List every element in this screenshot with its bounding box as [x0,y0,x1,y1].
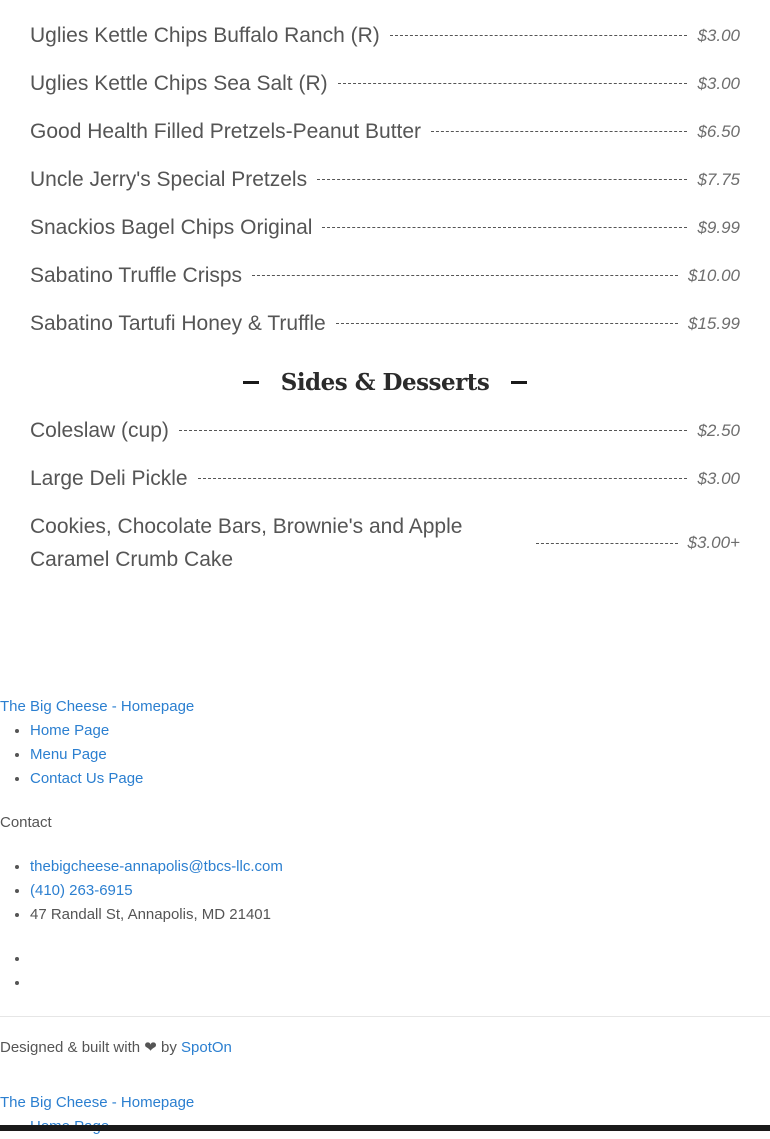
dotted-leader [317,179,687,180]
dotted-leader [252,275,678,276]
bottom-bar [0,1125,770,1131]
menu-item [30,211,740,244]
footer-repeat [0,1091,770,1139]
menu-item [30,510,740,576]
item-price: $3.00 [697,73,740,93]
footer-nav-item [30,719,770,743]
dotted-leader [390,35,688,36]
nav-link-menu[interactable]: Menu Page [30,746,107,763]
item-price: $10.00 [688,265,740,285]
menu-item [30,67,740,100]
footer-nav-item [30,767,770,791]
item-name: Sabatino Truffle Crisps [30,264,243,287]
menu-item [30,462,740,495]
item-name: Cookies, Chocolate Bars, Brownie's and Apple Caramel Crumb Cake [30,515,463,571]
item-price: $2.50 [697,420,740,440]
footer [0,695,770,995]
menu-item [30,414,740,447]
dotted-leader [322,227,687,228]
contact-heading: Contact [0,814,52,831]
item-price: $3.00 [697,468,740,488]
section-heading-sides-desserts [0,362,770,402]
item-name: Uncle Jerry's Special Pretzels [30,168,308,191]
heading-dash-right [511,381,527,384]
item-price: $6.50 [697,121,740,141]
dotted-leader [336,323,678,324]
contact-item: • 47 Randall St, Annapolis, MD 21401 [30,903,770,927]
heading-dash-left [243,381,259,384]
item-name: Large Deli Pickle [30,467,188,490]
item-name: Good Health Filled Pretzels-Peanut Butter [30,120,422,143]
contact-item [30,855,770,879]
item-price: $3.00+ [687,533,740,552]
section-title: Sides & Desserts [280,368,490,396]
footer-nav [0,719,770,791]
item-name: Sabatino Tartufi Honey & Truffle [30,312,326,335]
social-item-empty [30,947,770,971]
footer-nav-item [30,743,770,767]
menu-item [30,307,740,340]
spoton-link[interactable]: SpotOn [181,1039,232,1056]
social-list [0,947,770,995]
phone-link[interactable]: (410) 263-6915 [30,882,133,899]
dotted-leader [198,478,688,479]
menu-item [30,115,740,148]
dotted-leader [431,131,687,132]
contact-list [0,855,770,927]
dotted-leader [338,83,688,84]
footer-divider [0,1016,770,1017]
item-name: Uglies Kettle Chips Sea Salt (R) [30,72,328,95]
item-price: $3.00 [697,25,740,45]
menu-item [30,259,740,292]
menu-item [30,163,740,196]
item-name: Snackios Bagel Chips Original [30,216,313,239]
nav-link-home[interactable]: Home Page [30,722,110,739]
dotted-leader [179,430,688,431]
menu-item [30,19,740,52]
logo-link[interactable]: The Big Cheese - Homepage [0,1094,195,1111]
dotted-leader [536,543,678,544]
item-price: $7.75 [697,169,740,189]
email-link[interactable]: thebigcheese-annapolis@tbcs-llc.com [30,858,283,875]
item-name: Uglies Kettle Chips Buffalo Ranch (R) [30,24,380,47]
item-price: $15.99 [688,313,740,333]
logo-link[interactable]: The Big Cheese - Homepage [0,698,195,715]
item-price: $9.99 [697,217,740,237]
credit-text: Designed & built with ❤ by [0,1039,177,1056]
social-item-empty [30,971,770,995]
credit-line [0,1037,232,1059]
contact-item [30,879,770,903]
item-name: Coleslaw (cup) [30,419,169,442]
nav-link-contact[interactable]: Contact Us Page [30,770,144,787]
